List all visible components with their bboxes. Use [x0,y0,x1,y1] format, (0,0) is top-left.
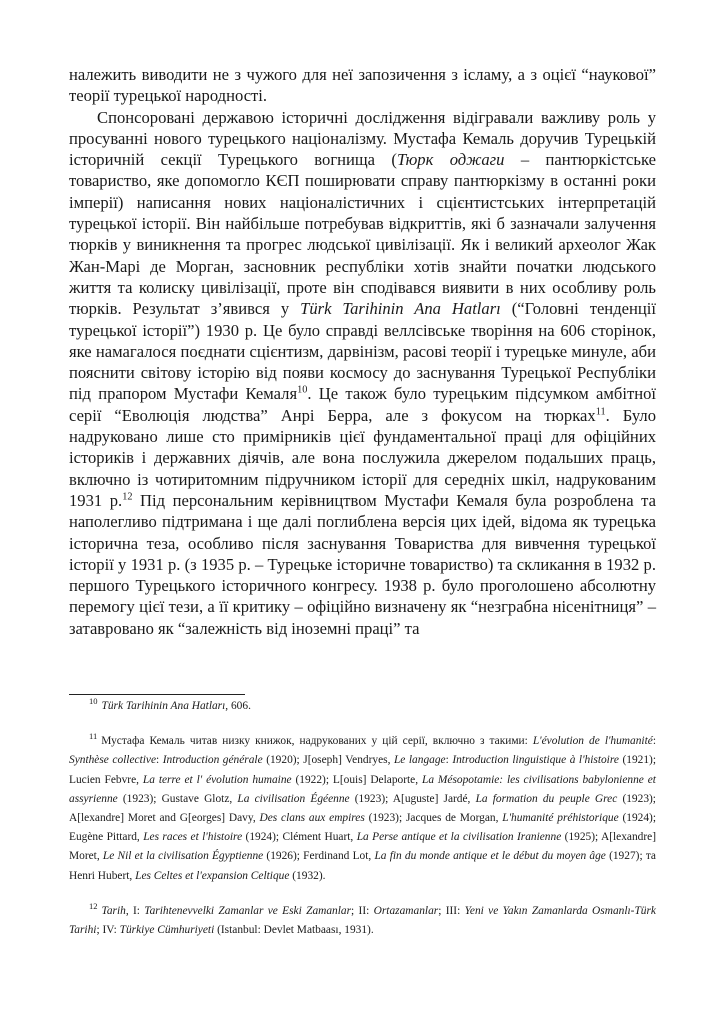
paragraph [69,107,656,639]
text-run: (1923); A[uguste] Jardé, [349,792,476,805]
text-run: , I: [125,904,145,917]
text-run: ; III: [438,904,465,917]
text-run: Під персональним керівництвом Мустафи Кемаля була розроблена та наполегливо підтримана і ще далі поглиблена версія цих ідей, відома як турецька історична теза, особливо після заснування Товариства для вивчення турецької історії у 1931 р. (з 1935 р. – Турецьке історичне товариство) та скликання в 1932 р. першого Турецького історичного конгресу. 1938 р. було проголошено абсолютну перемогу цієї тези, а її критику – офіційно визначену як “незграбна нісенітниця” – затавровано як “залежність від іноземні праці” та [69,490,657,638]
text-run: (1927); та Henri Hubert, [69,850,656,882]
italic-title: Le Nil et la civilisation Égyptienne [102,850,264,863]
text-run: ; IV: [96,924,120,937]
italic-title: La Perse antique et la civilisation Iranienne [356,831,562,844]
text-run: (1923); Jacques de Morgan, [364,812,503,825]
text-run: (1922); L[ouis] Delaporte, [291,773,422,786]
text-run: (1920); J[oseph] Vendryes, [262,754,394,767]
italic-title: Introduction générale [162,754,263,767]
text-run: (Istanbul: Devlet Matbaası, 1931). [214,924,374,937]
footnote-reference[interactable]: 11 [595,406,606,418]
text-run: Мустафа Кемаль читав низку книжок, надрукованих у цій серії, включно з такими: [101,735,533,748]
italic-title: Tarihtenevvelki Zamanlar ve Eski Zamanlar [144,904,352,917]
footnote-number: 10 [89,696,98,707]
body-text [69,64,656,639]
italic-title: Türkiye Cümhuriyeti [119,924,215,937]
text-run: : [652,735,656,748]
italic-title: La Mésopotamie: les civilisations babylonienne et assyrienne [69,773,656,805]
italic-title: Synthèse collective [69,754,157,767]
footnote-12 [69,902,656,940]
text-run: (1924); Eugène Pittard, [69,812,656,844]
text-run: (1921); Lucien Febvre, [69,754,656,786]
footnote-10 [69,697,656,716]
footnotes [69,697,656,956]
italic-title: Des clans aux empires [259,812,365,825]
text-run: . Було надруковано лише сто примірників цієї фундаментальної праці для офіційних істориків і державних діячів, але вона послужила джерелом подальших праць, включно із чотиритомним підручником історії для середніх шкіл, надрукованим 1931 р. [69,405,657,510]
text-run: – пантюркістське товариство, яке допомогло КЄП поширювати справу пантюркізму в останні роки імперії) написання нових націоналістичних і сцієнтистських інтерпретацій турецької історії. Він найбільше потребував відкриттів, які б зазначали залучення тюрків у виникнення та прогрес людської цивілізації. Як і великий археолог Жак Жан-Марі де Морган, засновник республіки хотів знайти початки людського життя та колиску цивілізації, проте він сподівався виявити в них особливу роль тюрків. Результат з’явився у [69,150,656,319]
text-run: : [156,754,163,767]
italic-title: Тюрк оджаги [396,150,505,170]
italic-title: Les races et l'histoire [143,831,243,844]
text-run: (1924); Clément Huart, [242,831,357,844]
italic-title: La terre et l' évolution humaine [142,773,292,786]
text-run: : [445,754,453,767]
text-run: (1923); A[lexandre] Moret and G[eorges] Davy, [69,792,656,825]
italic-title: La civilisation Égéenne [237,792,350,805]
text-run: Спонсоровані державою історичні дослідження відігравали важливу роль у просуванні нового турецького націоналізму. Мустафа Кемаль доручив Турецькій історичній секції Турецького вогнища ( [69,107,656,170]
text-run: належить виводити не з чужого для неї запозичення з ісламу, а з оцієї “наукової” теорії турецької народності. [69,65,656,106]
italic-title: La formation du peuple Grec [475,792,618,805]
italic-title: L'évolution de l'humanité [532,735,653,748]
italic-title: Ortazamanlar [373,904,439,917]
italic-title: Introduction linguistique à l'histoire [452,754,619,767]
italic-title: Türk Tarihinin Ana Hatları [300,299,501,319]
text-run: ; II: [351,904,374,917]
text-run: . Це також було турецьким підсумком амбітної серії “Еволюція людства” Анрі Берра, але з фокусом на тюрках [69,384,656,425]
italic-title: Tarih [101,904,126,917]
text-run: (1932). [289,869,326,882]
italic-title: Le langage [393,754,446,767]
italic-title: Türk Tarihinin Ana Hatları [101,700,226,712]
footnote-reference[interactable]: 10 [297,384,308,396]
italic-title: Yeni ve Yakın Zamanlarda Osmanlı-Türk Tarihi [69,904,656,937]
text-run: (1926); Ferdinand Lot, [263,850,375,863]
text-run: (1925); A[lexandre] Moret, [69,831,657,863]
italic-title: L'humanité préhistorique [502,812,619,825]
text-run: (“Головні тенденції турецької історії”) 1930 р. Це було справді веллсівське творіння на 606 сторінок, яке намагалося поєднати сцієнтизм, дарвінізм, расові теорії і турецьке минуле, аби пояснити світову історію від появи космосу до заснування Турецької Республіки під прапором Мустафи Кемаля [69,299,656,404]
footnote-number: 11 [89,731,98,742]
footnote-11 [69,732,656,886]
paragraph [69,64,656,107]
text-run: , 606. [225,700,251,712]
text-run: (1923); Gustave Glotz, [117,792,238,805]
italic-title: Les Celtes et l'expansion Celtique [135,869,290,882]
italic-title: La fin du monde antique et le début du moyen âge [374,850,606,863]
footnote-number: 12 [89,901,98,912]
footnote-separator [69,694,245,695]
footnote-reference[interactable]: 12 [122,491,133,503]
